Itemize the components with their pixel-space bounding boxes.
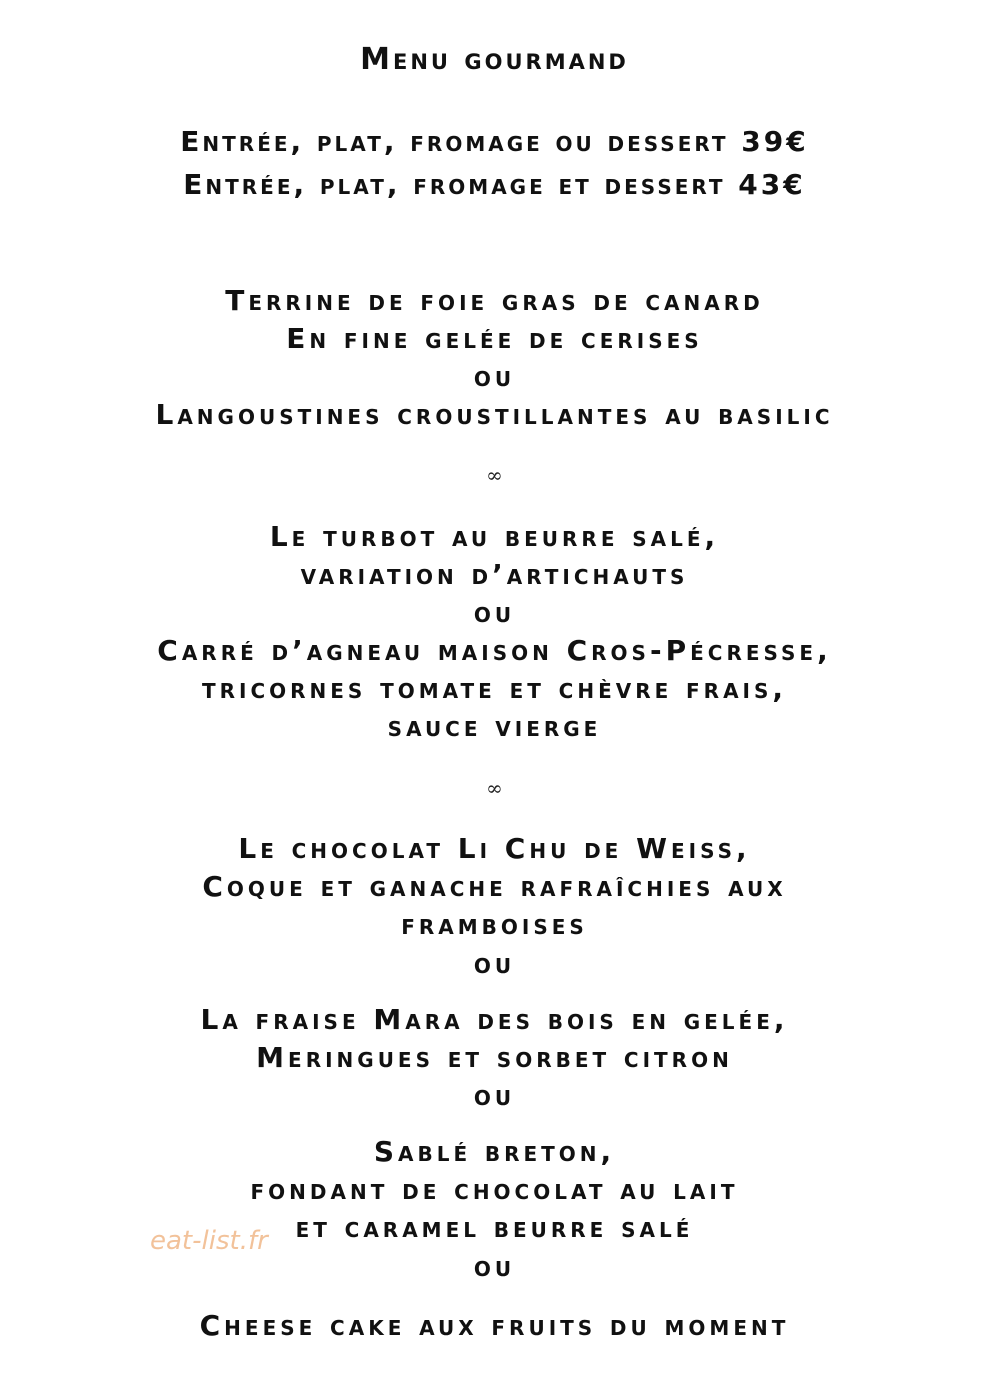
dessert-line: Sablé breton,	[373, 1135, 616, 1168]
course-separator-icon: ∞	[486, 463, 503, 487]
or-separator: ou	[473, 1079, 516, 1112]
or-separator: ou	[473, 596, 516, 629]
main-line: tricornes tomate et chèvre frais,	[201, 672, 788, 705]
dessert-line: La fraise Mara des bois en gelée,	[200, 1003, 789, 1036]
dessert-line: framboises	[401, 908, 588, 941]
dessert-line: Cheese cake aux fruits du moment	[199, 1309, 790, 1342]
menu-title: Menu gourmand	[360, 42, 629, 77]
dessert-line: Coque et ganache rafraîchies aux	[202, 870, 787, 903]
main-line: Carré d’agneau maison Cros-Pécresse,	[157, 634, 832, 667]
course-separator-icon: ∞	[486, 776, 503, 800]
starter-line: Terrine de foie gras de canard	[225, 284, 764, 317]
watermark-text: eat-list.fr	[150, 1226, 268, 1256]
or-separator: ou	[473, 947, 516, 980]
main-line: Le turbot au beurre salé,	[269, 520, 720, 553]
dessert-line: et caramel beurre salé	[295, 1211, 694, 1244]
dessert-line: fondant de chocolat au lait	[250, 1173, 739, 1206]
dessert-line: Le chocolat Li Chu de Weiss,	[238, 832, 751, 865]
or-separator: ou	[473, 1250, 516, 1283]
starter-line: En fine gelée de cerises	[286, 322, 703, 355]
or-separator: ou	[473, 360, 516, 393]
main-line: variation d’artichauts	[300, 558, 689, 591]
main-line: sauce vierge	[387, 710, 602, 743]
dessert-line: Meringues et sorbet citron	[256, 1041, 733, 1074]
price-option-39: Entrée, plat, fromage ou dessert 39€	[180, 125, 809, 158]
starter-line: Langoustines croustillantes au basilic	[155, 398, 834, 431]
price-option-43: Entrée, plat, fromage et dessert 43€	[183, 168, 806, 201]
